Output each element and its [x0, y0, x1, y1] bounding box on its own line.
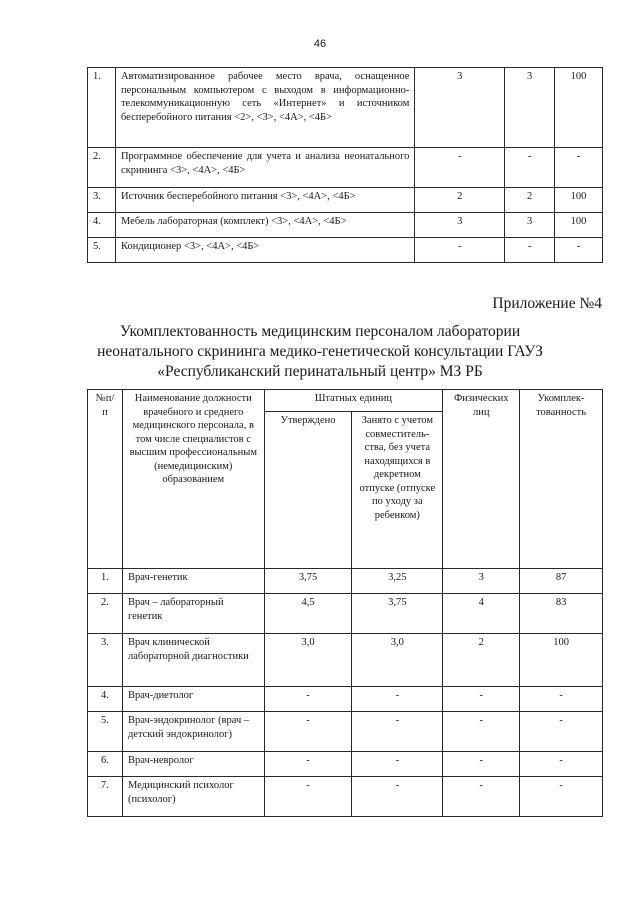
staffing-table: [87, 389, 603, 817]
row-number: 2.: [88, 594, 123, 634]
cell-approved: 3,0: [264, 634, 352, 687]
row-number: 5.: [88, 238, 116, 263]
row-number: 2.: [88, 148, 116, 188]
position-name: Врач – лабораторный генетик: [122, 594, 264, 634]
section-heading: [40, 322, 600, 382]
cell-staffing: 100: [520, 634, 603, 687]
cell-approved: 4,5: [264, 594, 352, 634]
cell-value: -: [415, 148, 505, 188]
cell-physical: -: [443, 752, 520, 777]
cell-staffing: -: [520, 752, 603, 777]
position-name: Медицинский психолог (психолог): [122, 777, 264, 817]
table-row: [88, 712, 603, 752]
cell-occupied: -: [352, 687, 443, 712]
cell-occupied: -: [352, 752, 443, 777]
cell-value: 3: [415, 213, 505, 238]
table-row: [88, 634, 603, 687]
cell-staffing: -: [520, 687, 603, 712]
table-row: [88, 752, 603, 777]
cell-value: 100: [555, 213, 603, 238]
cell-value: 100: [555, 188, 603, 213]
equipment-table: [87, 67, 603, 263]
position-name: Врач-генетик: [122, 569, 264, 594]
position-name: Врач-диетолог: [122, 687, 264, 712]
cell-approved: -: [264, 712, 352, 752]
cell-staffing: 87: [520, 569, 603, 594]
cell-occupied: 3,0: [352, 634, 443, 687]
cell-value: -: [415, 238, 505, 263]
table-row: [88, 238, 603, 263]
position-name: Врач-эндокринолог (врач – детский эндокринолог): [122, 712, 264, 752]
cell-physical: -: [443, 687, 520, 712]
row-number: 7.: [88, 777, 123, 817]
row-number: 6.: [88, 752, 123, 777]
cell-physical: 2: [443, 634, 520, 687]
cell-approved: 3,75: [264, 569, 352, 594]
cell-approved: -: [264, 687, 352, 712]
cell-staffing: 83: [520, 594, 603, 634]
cell-physical: 4: [443, 594, 520, 634]
equipment-name: Источник бесперебойного питания <3>, <4А>, <4Б>: [115, 188, 414, 213]
table-row: [88, 188, 603, 213]
table-row: [88, 148, 603, 188]
row-number: 5.: [88, 712, 123, 752]
cell-physical: -: [443, 712, 520, 752]
row-number: 4.: [88, 687, 123, 712]
cell-value: -: [505, 148, 555, 188]
appendix-label: Приложение №4: [492, 295, 602, 312]
cell-value: 2: [415, 188, 505, 213]
cell-physical: 3: [443, 569, 520, 594]
row-number: 4.: [88, 213, 116, 238]
cell-value: 3: [505, 68, 555, 148]
cell-value: -: [555, 148, 603, 188]
cell-value: 100: [555, 68, 603, 148]
heading-line: Укомплектованность медицинским персоналом лаборатории: [119, 323, 521, 340]
page-number: 46: [313, 38, 327, 50]
table-row: [88, 213, 603, 238]
header-staff-units: Штатных единиц: [264, 390, 443, 412]
cell-value: -: [505, 238, 555, 263]
equipment-name: Кондиционер <3>, <4А>, <4Б>: [115, 238, 414, 263]
equipment-name: Автоматизированное рабочее место врача, оснащенное персональным компьютером с выходом в информационно-телекоммуникационную сеть «Интернет» и источником бесперебойного питания <2>, <3>, <4А>, <4Б>: [115, 68, 414, 148]
heading-line: неонатального скрининга медико-генетической консультации ГАУЗ: [97, 343, 543, 360]
cell-physical: -: [443, 777, 520, 817]
row-number: 3.: [88, 634, 123, 687]
table-row: [88, 777, 603, 817]
equipment-name: Мебель лабораторная (комплект) <3>, <4А>, <4Б>: [115, 213, 414, 238]
cell-occupied: -: [352, 712, 443, 752]
cell-value: 2: [505, 188, 555, 213]
cell-occupied: 3,25: [352, 569, 443, 594]
header-approved: Утверждено: [264, 412, 352, 569]
cell-occupied: 3,75: [352, 594, 443, 634]
cell-occupied: -: [352, 777, 443, 817]
row-number: 1.: [88, 569, 123, 594]
header-row: [88, 390, 603, 412]
header-physical: Физических лиц: [443, 390, 520, 569]
position-name: Врач-невролог: [122, 752, 264, 777]
header-staffing: Укомплек-тованность: [520, 390, 603, 569]
table-row: [88, 687, 603, 712]
cell-staffing: -: [520, 777, 603, 817]
table-row: [88, 594, 603, 634]
position-name: Врач клинической лабораторной диагностики: [122, 634, 264, 687]
header-occupied: Занято с учетом совместитель-ства, без учета находящихся в декретном отпуске (отпуске по уходу за ребенком): [352, 412, 443, 569]
header-position: Наименование должности врачебного и среднего медицинского персонала, в том числе специалистов с высшим профессиональным (немедицинским) образованием: [122, 390, 264, 569]
table-row: [88, 569, 603, 594]
cell-approved: -: [264, 752, 352, 777]
cell-value: 3: [505, 213, 555, 238]
heading-line: «Республиканский перинатальный центр» МЗ РБ: [157, 363, 483, 380]
row-number: 1.: [88, 68, 116, 148]
cell-value: -: [555, 238, 603, 263]
cell-value: 3: [415, 68, 505, 148]
cell-approved: -: [264, 777, 352, 817]
cell-staffing: -: [520, 712, 603, 752]
header-num: №п/п: [88, 390, 123, 569]
table-row: [88, 68, 603, 148]
equipment-name: Программное обеспечение для учета и анализа неонатального скрининга <3>, <4А>, <4Б>: [115, 148, 414, 188]
row-number: 3.: [88, 188, 116, 213]
